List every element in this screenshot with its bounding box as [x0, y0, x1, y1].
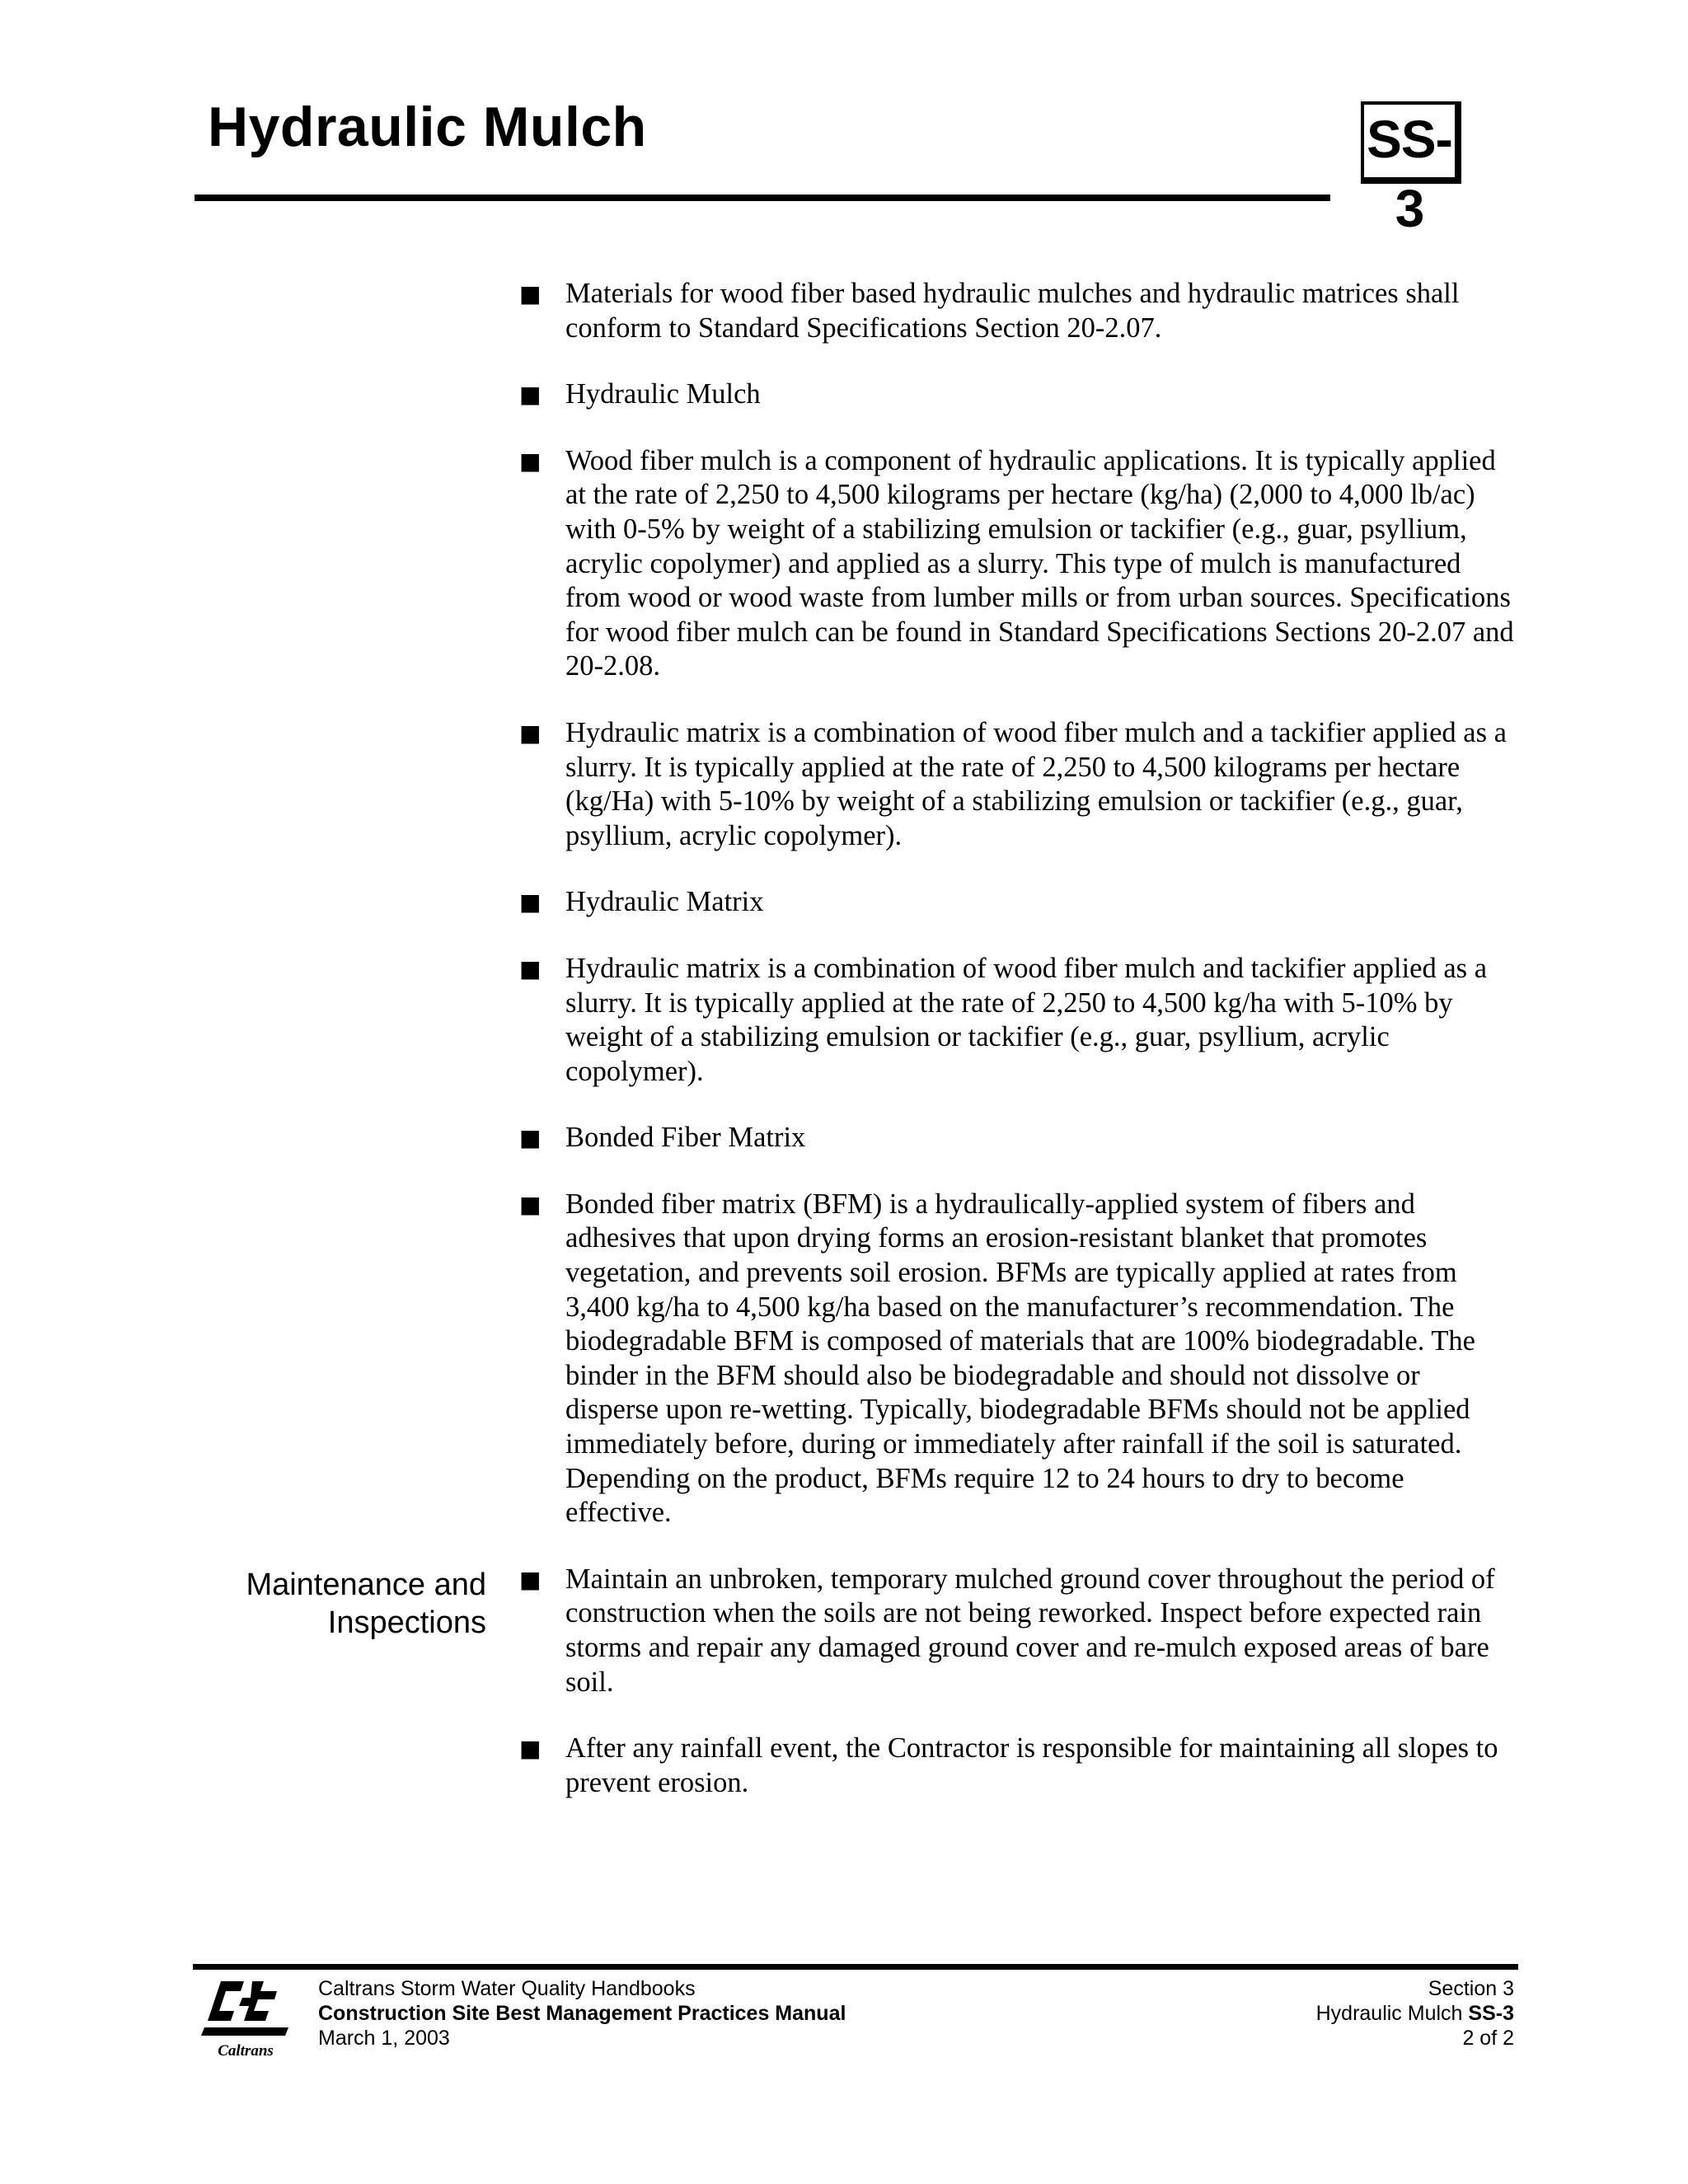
footer-handbook-name: Caltrans Storm Water Quality Handbooks — [318, 1977, 696, 2000]
bullet-square-icon: ■ — [519, 1124, 542, 1152]
footer-section: Section 3 — [1428, 1977, 1514, 2000]
side-heading-maintenance: Maintenance and Inspections — [246, 1568, 486, 1640]
list-item: ■ Hydraulic Matrix — [511, 885, 1517, 920]
bmp-code-box: SS-3 — [1361, 101, 1461, 184]
list-item: ■ Wood fiber mulch is a component of hydraulic applications. It is typically applied at the rate of 2,250 to 4,500 kilograms per hectare (kg/ha) (2,000 to 4,000 lb/ac) with 0-5% by weight of a stabilizing emulsion or tackifier (e.g., guar, psyllium, acrylic copolymer) and applied as a slurry. This type of mulch is manufactured from wood or wood waste from lumber mills or from urban sources. Specifications for wood fiber mulch can be found in Standard Specifications Sections 20-2.07 and 20-2.08. — [519, 444, 1514, 682]
caltrans-logo-icon — [196, 1978, 297, 2060]
bullet-square-icon: ■ — [519, 1565, 542, 1593]
footer-doc-code: SS-3 — [1468, 2002, 1514, 2025]
footer-page-number: 2 of 2 — [1462, 2027, 1514, 2050]
list-item: ■ Hydraulic matrix is a combination of wood fiber mulch and tackifier applied as a slurry. It is typically applied at the rate of 2,250 to 4,500 kg/ha with 5-10% by weight of a stabilizing emulsion or tackifier (e.g., guar, psyllium, acrylic copolymer). — [519, 952, 1488, 1087]
bullet-square-icon: ■ — [519, 1190, 542, 1218]
page-title: Hydraulic Mulch — [208, 96, 647, 158]
bullet-square-icon: ■ — [519, 381, 542, 409]
footer-left-block — [318, 1976, 846, 2050]
list-item: ■ Hydraulic Mulch — [511, 377, 1517, 412]
list-item: ■ Materials for wood fiber based hydraulic mulches and hydraulic matrices shall conform to Standard Specifications Section 20-2.07. — [519, 278, 1460, 344]
footer-rule — [193, 1964, 1518, 1970]
footer-manual-title: Construction Site Best Management Practices Manual — [318, 2002, 846, 2025]
list-item: ■ After any rainfall event, the Contractor is responsible for maintaining all slopes to prevent erosion. — [519, 1732, 1498, 1798]
title-rule — [195, 194, 1330, 201]
list-item: ■ Maintain an unbroken, temporary mulched ground cover throughout the period of construction when the soils are not being reworked. Inspect before expected rain storms and repair any damaged ground cover and re-mulch exposed areas of bare soil. — [519, 1563, 1495, 1698]
bullet-square-icon: ■ — [519, 1735, 542, 1763]
bullet-square-icon: ■ — [519, 719, 542, 747]
bullet-square-icon: ■ — [519, 447, 542, 475]
footer-right-block — [1316, 1976, 1514, 2050]
list-item: ■ Bonded Fiber Matrix — [511, 1121, 1517, 1155]
svg-text:Caltrans: Caltrans — [218, 2042, 274, 2060]
footer-date: March 1, 2003 — [318, 2027, 450, 2050]
bullet-list — [511, 277, 1517, 1800]
list-item: ■ Bonded fiber matrix (BFM) is a hydraulically-applied system of fibers and adhesives that upon drying forms an erosion-resistant blanket that promotes vegetation, and prevents soil erosion. BFMs are typically applied at rates from 3,400 kg/ha to 4,500 kg/ha based on the manufacturer’s recommendation. The biodegradable BFM is composed of materials that are 100% biodegradable. The binder in the BFM should also be biodegradable and should not dissolve or disperse upon re-wetting. Typically, biodegradable BFMs should not be applied immediately before, during or immediately after rainfall if the soil is saturated. Depending on the product, BFMs require 12 to 24 hours to dry to become effective. — [519, 1188, 1475, 1529]
bullet-square-icon: ■ — [519, 280, 542, 307]
bullet-square-icon: ■ — [519, 954, 542, 982]
list-item: ■ Hydraulic matrix is a combination of wood fiber mulch and a tackifier applied as a slurry. It is typically applied at the rate of 2,250 to 4,500 kilograms per hectare (kg/Ha) with 5-10% by weight of a stabilizing emulsion or tackifier (e.g., guar, psyllium, acrylic copolymer). — [519, 716, 1507, 851]
bullet-square-icon: ■ — [519, 888, 542, 916]
footer-doc-title-line: Hydraulic Mulch SS-3 — [1315, 2002, 1514, 2025]
